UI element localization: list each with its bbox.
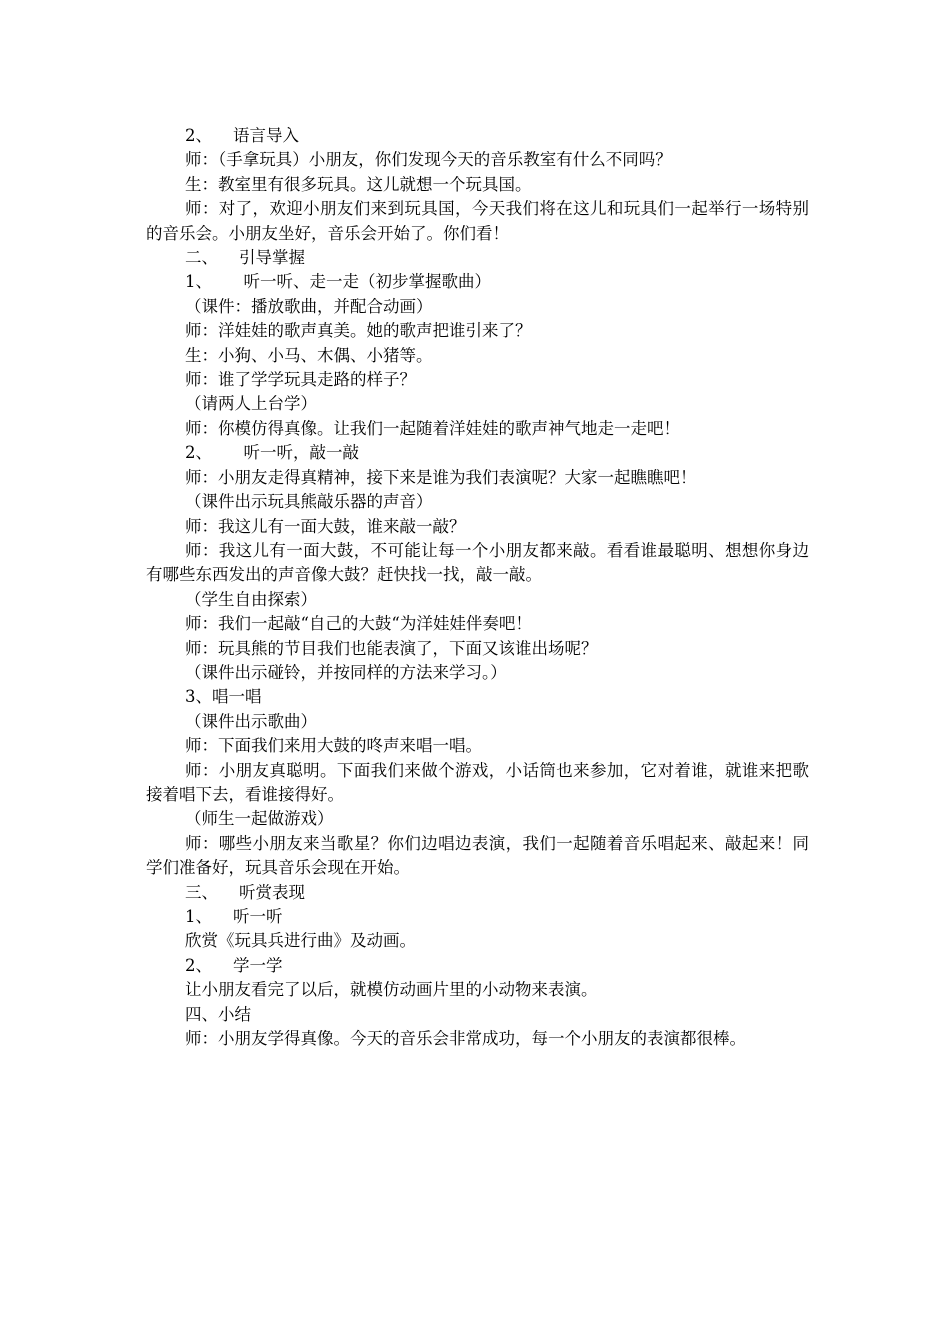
paragraph: 欣赏《玩具兵进行曲》及动画。 <box>185 931 416 951</box>
lesson-text-body <box>146 124 809 1051</box>
paragraph: 师：玩具熊的节目我们也能表演了，下面又该谁出场呢？ <box>185 638 598 658</box>
paragraph: 3、唱一唱 <box>185 687 262 707</box>
paragraph: 师：我这儿有一面大鼓，谁来敲一敲？ <box>185 516 466 536</box>
paragraph: （课件：播放歌曲，并配合动画） <box>185 296 433 316</box>
paragraph: 二、 引导掌握 <box>185 248 305 268</box>
paragraph: 师：（手拿玩具）小朋友，你们发现今天的音乐教室有什么不同吗？ <box>185 150 672 170</box>
paragraph: 2、 语言导入 <box>185 126 299 145</box>
paragraph: 2、 学一学 <box>185 955 283 975</box>
paragraph: （学生自由探索） <box>185 589 317 609</box>
paragraph: 让小朋友看完了以后，就模仿动画片里的小动物来表演。 <box>185 980 598 1000</box>
paragraph: 师：你模仿得真像。让我们一起随着洋娃娃的歌声神气地走一走吧！ <box>185 418 680 438</box>
paragraph: 师：谁了学学玩具走路的样子？ <box>185 370 416 390</box>
paragraph: 师：小朋友学得真像。今天的音乐会非常成功，每一个小朋友的表演都很棒。 <box>185 1029 746 1049</box>
paragraph: 师：下面我们来用大鼓的咚声来唱一唱。 <box>185 736 482 756</box>
paragraph: （请两人上台学） <box>185 394 317 414</box>
paragraph: 三、 听赏表现 <box>185 882 305 902</box>
paragraph: 师：对了，欢迎小朋友们来到玩具国，今天我们将在这儿和玩具们一起举行一场特别的音乐会。小朋友坐好，音乐会开始了。你们看！ <box>146 199 809 243</box>
paragraph: （课件出示碰铃，并按同样的方法来学习。） <box>185 662 507 682</box>
paragraph: （课件出示玩具熊敲乐器的声音） <box>185 492 433 512</box>
paragraph: 师：哪些小朋友来当歌星？你们边唱边表演，我们一起随着音乐唱起来、敲起来！同学们准备好，玩具音乐会现在开始。 <box>146 833 809 878</box>
paragraph: 师：小朋友真聪明。下面我们来做个游戏，小话筒也来参加，它对着谁，就谁来把歌接着唱下去，看谁接得好。 <box>146 760 809 804</box>
paragraph: 生：小狗、小马、木偶、小猪等。 <box>185 345 433 365</box>
paragraph: 1、 听一听 <box>185 907 283 926</box>
paragraph: 2、 听一听，敲一敲 <box>185 443 359 463</box>
paragraph: 1、 听一听、走一走（初步掌握歌曲） <box>185 272 491 292</box>
paragraph: 师：我们一起敲“自己的大鼓“为洋娃娃伴奏吧！ <box>185 614 532 634</box>
paragraph: 师：我这儿有一面大鼓，不可能让每一个小朋友都来敲。看看谁最聪明、想想你身边有哪些东西发出的声音像大鼓？赶快找一找，敲一敲。 <box>146 540 809 585</box>
paragraph: （师生一起做游戏） <box>185 809 334 829</box>
paragraph: 四、小结 <box>185 1004 251 1024</box>
paragraph: （课件出示歌曲） <box>185 711 317 731</box>
paragraph: 师：洋娃娃的歌声真美。她的歌声把谁引来了？ <box>185 321 532 341</box>
paragraph: 生：教室里有很多玩具。这儿就想一个玩具国。 <box>185 174 532 194</box>
paragraph: 师：小朋友走得真精神，接下来是谁为我们表演呢？大家一起瞧瞧吧！ <box>185 467 697 487</box>
